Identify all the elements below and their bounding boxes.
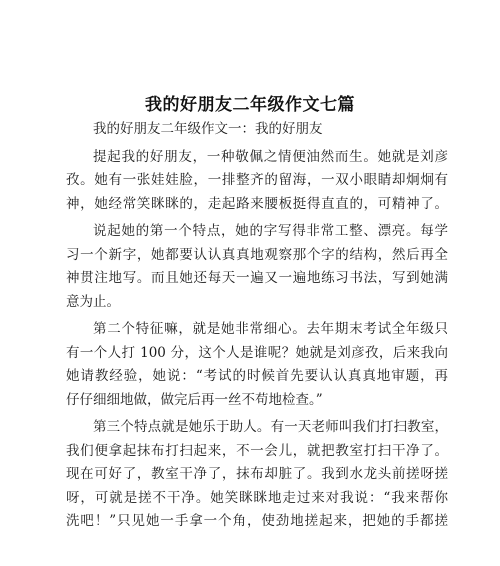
- paragraph-line: 提起我的好朋友，一种敬佩之情便油然而生。她就是刘彦: [93, 148, 448, 165]
- paragraph-line: 我们便拿起抹布打扫起来，不一会儿，就把教室打扫干净了。: [66, 442, 448, 459]
- paragraph-line: 意为止。: [66, 293, 120, 310]
- paragraph-line: 仔仔细细地做，做完后再一丝不苟地检查。”: [66, 391, 323, 408]
- paragraph-line: 孜。她有一张娃娃脸，一排整齐的留海，一双小眼睛却炯炯有: [66, 172, 448, 188]
- document-body: [66, 118, 448, 538]
- paragraph-line: 呀，可就是搓不干净。她笑眯眯地走过来对我说：“我来帮你: [66, 489, 448, 506]
- subtitle-line: 我的好朋友二年级作文一：我的好朋友: [93, 121, 323, 137]
- paragraph-line: 她请教经验，她说：“考试的时候首先要认认真真地审题，再: [66, 368, 448, 384]
- paragraph-line: 有一个人打 100 分，这个人是谁呢？她就是刘彦孜，后来我向: [66, 344, 448, 361]
- document-title: 我的好朋友二年级作文七篇: [145, 95, 355, 115]
- paragraph-3: [66, 318, 448, 412]
- paragraph-1: [66, 146, 448, 217]
- paragraph-line: 第二个特征嘛，就是她非常细心。去年期末考试全年级只: [93, 321, 448, 337]
- paragraph-2: [66, 220, 448, 314]
- paragraph-line: 神贯注地写。而且她还每天一遍又一遍地练习书法，写到她满: [66, 270, 448, 286]
- subtitle-paragraph: [66, 118, 448, 142]
- paragraph-line: 第三个特点就是她乐于助人。有一天老师叫我们打扫教室，: [93, 419, 448, 435]
- paragraph-line: 神，她经常笑眯眯的，走起路来腰板挺得直直的，可精神了。: [66, 195, 448, 212]
- paragraph-line: 洗吧！”只见她一手拿一个角，使劲地搓起来，把她的手都搓: [66, 513, 448, 529]
- paragraph-4: [66, 416, 448, 534]
- paragraph-line: 习一个新字，她都要认认真真地观察那个字的结构，然后再全: [66, 246, 448, 263]
- paragraph-line: 说起她的第一个特点，她的字写得非常工整、漂亮。每学: [93, 223, 448, 239]
- paragraph-line: 现在可好了，教室干净了，抹布却脏了。我到水龙头前搓呀搓: [66, 466, 448, 482]
